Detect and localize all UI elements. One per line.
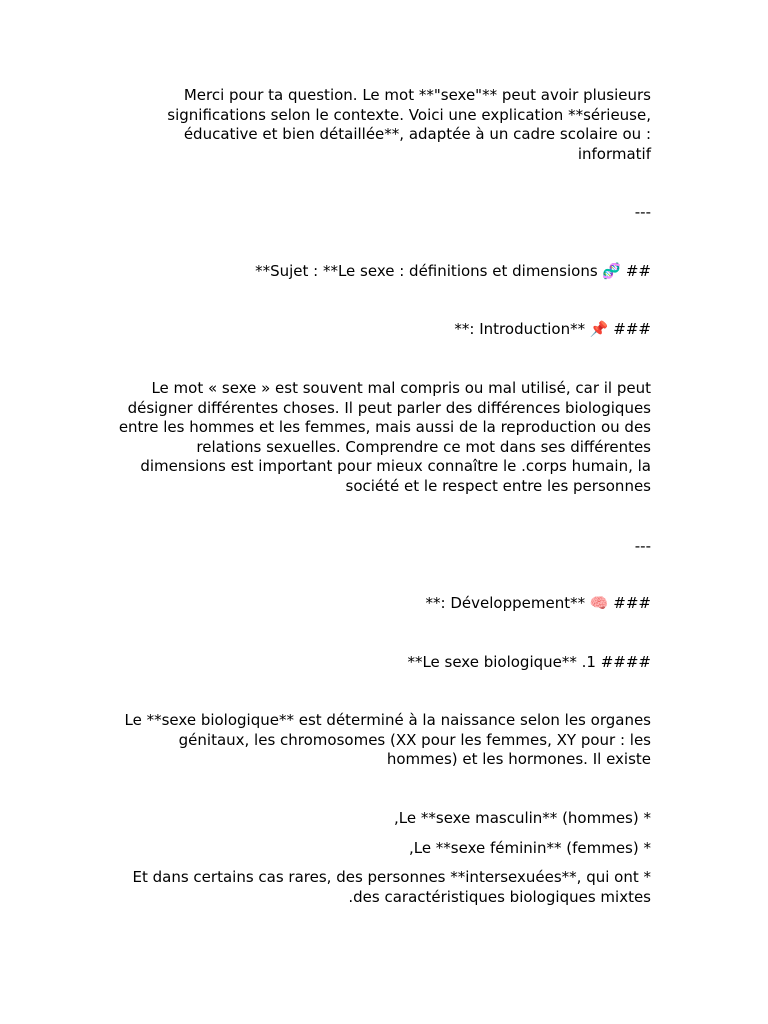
separator-1: ---	[634, 203, 651, 221]
separator-2: ---	[634, 537, 651, 555]
development-heading: **: Développement** 🧠 ###	[425, 594, 651, 612]
subject-heading: **Sujet : **Le sexe : définitions et dimensions 🧬 ##	[255, 262, 651, 280]
introduction-heading: **: Introduction** 📌 ###	[454, 320, 651, 338]
biological-sex-paragraph: Le **sexe biologique** est déterminé à la naissance selon les organes génitaux, les chromosomes (XX pour les femmes, XY pour : les hommes) et les hormones. Il existe	[124, 711, 651, 769]
intro-message: Merci pour ta question. Le mot **"sexe"** peut avoir plusieurs significations selon le contexte. Voici une explication **sérieuse, éducative et bien détaillée**, adaptée à un cadre scolaire ou : informatif	[167, 86, 651, 163]
list-item-intersex: Et dans certains cas rares, des personnes **intersexuées**, qui ont * .des caractéristiques biologiques mixtes	[132, 868, 651, 906]
list-item-feminine: ,Le **sexe féminin** (femmes) *	[408, 839, 651, 857]
biological-sex-heading: **Le sexe biologique** .1 ####	[407, 653, 651, 671]
introduction-paragraph: Le mot « sexe » est souvent mal compris ou mal utilisé, car il peut désigner différentes choses. Il peut parler des différences biologiques entre les hommes et les femmes, mais aussi de la reproduction ou des relations sexuelles. Comprendre ce mot dans ses différentes dimensions est important pour mieux connaître le .corps humain, la société et le respect entre les personnes	[118, 379, 651, 495]
list-item-masculine: ,Le **sexe masculin** (hommes) *	[394, 809, 651, 827]
